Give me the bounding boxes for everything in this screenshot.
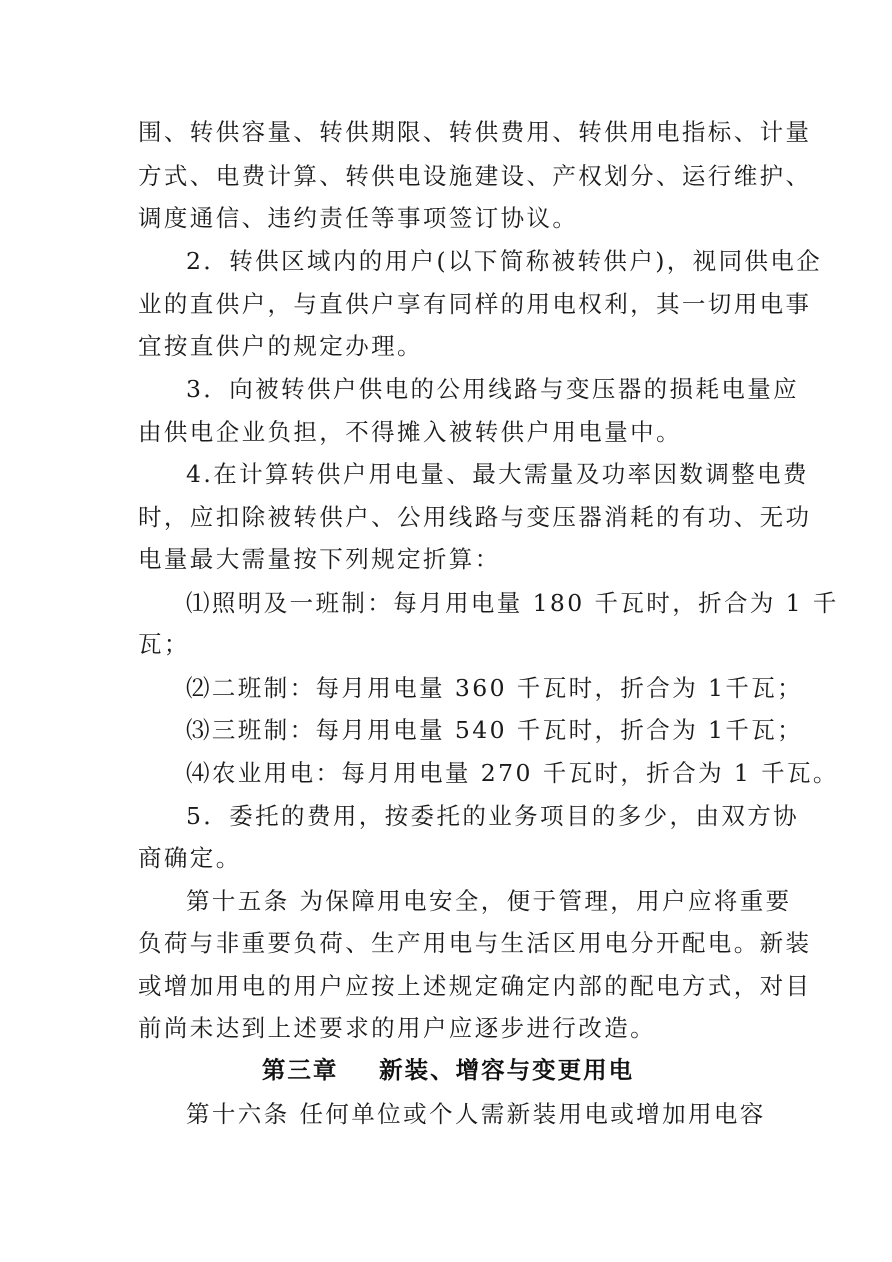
chapter-heading: 第三章 新装、增容与变更用电 bbox=[261, 1056, 635, 1084]
text-line-21: 或增加用电的用户应按上述规定确定内部的配电方式，对目 bbox=[138, 972, 812, 1000]
text-line-3: 调度通信、违约责任等事项签订协议。 bbox=[138, 204, 579, 232]
text-line-13: 瓦； bbox=[138, 630, 190, 658]
text-line-10: 时，应扣除被转供户、公用线路与变压器消耗的有功、无功 bbox=[138, 503, 812, 531]
text-line-16: ⑷农业用电：每月用电量 270 千瓦时，折合为 1 千瓦。 bbox=[186, 759, 839, 787]
text-line-12: ⑴照明及一班制：每月用电量 180 千瓦时，折合为 1 千 bbox=[186, 589, 839, 617]
text-line-14: ⑵二班制：每月用电量 360 千瓦时，折合为 1千瓦； bbox=[186, 674, 804, 702]
text-line-20: 负荷与非重要负荷、生产用电与生活区用电分开配电。新装 bbox=[138, 929, 812, 957]
text-line-22: 前尚未达到上述要求的用户应逐步进行改造。 bbox=[138, 1014, 656, 1042]
text-line-19: 第十五条 为保障用电安全，便于管理，用户应将重要 bbox=[186, 887, 792, 915]
text-line-5: 业的直供户，与直供户享有同样的用电权利，其一切用电事 bbox=[138, 290, 812, 318]
text-line-6: 宜按直供户的规定办理。 bbox=[138, 332, 423, 360]
text-line-11: 电量最大需量按下列规定折算： bbox=[138, 545, 501, 573]
text-line-1: 围、转供容量、转供期限、转供费用、转供用电指标、计量 bbox=[138, 118, 812, 146]
text-line-7: 3．向被转供户供电的公用线路与变压器的损耗电量应 bbox=[186, 375, 800, 403]
text-line-18: 商确定。 bbox=[138, 844, 242, 872]
text-line-17: 5．委托的费用，按委托的业务项目的多少，由双方协 bbox=[186, 802, 800, 830]
text-line-23: 第十六条 任何单位或个人需新装用电或增加用电容 bbox=[186, 1100, 766, 1128]
text-line-2: 方式、电费计算、转供电设施建设、产权划分、运行维护、 bbox=[138, 162, 812, 190]
text-line-4: 2．转供区域内的用户(以下简称被转供户)，视同供电企 bbox=[186, 247, 823, 275]
text-line-9: 4.在计算转供户用电量、最大需量及功率因数调整电费 bbox=[186, 460, 809, 488]
text-line-8: 由供电企业负担，不得摊入被转供户用电量中。 bbox=[138, 418, 682, 446]
text-line-15: ⑶三班制：每月用电量 540 千瓦时，折合为 1千瓦； bbox=[186, 716, 804, 744]
